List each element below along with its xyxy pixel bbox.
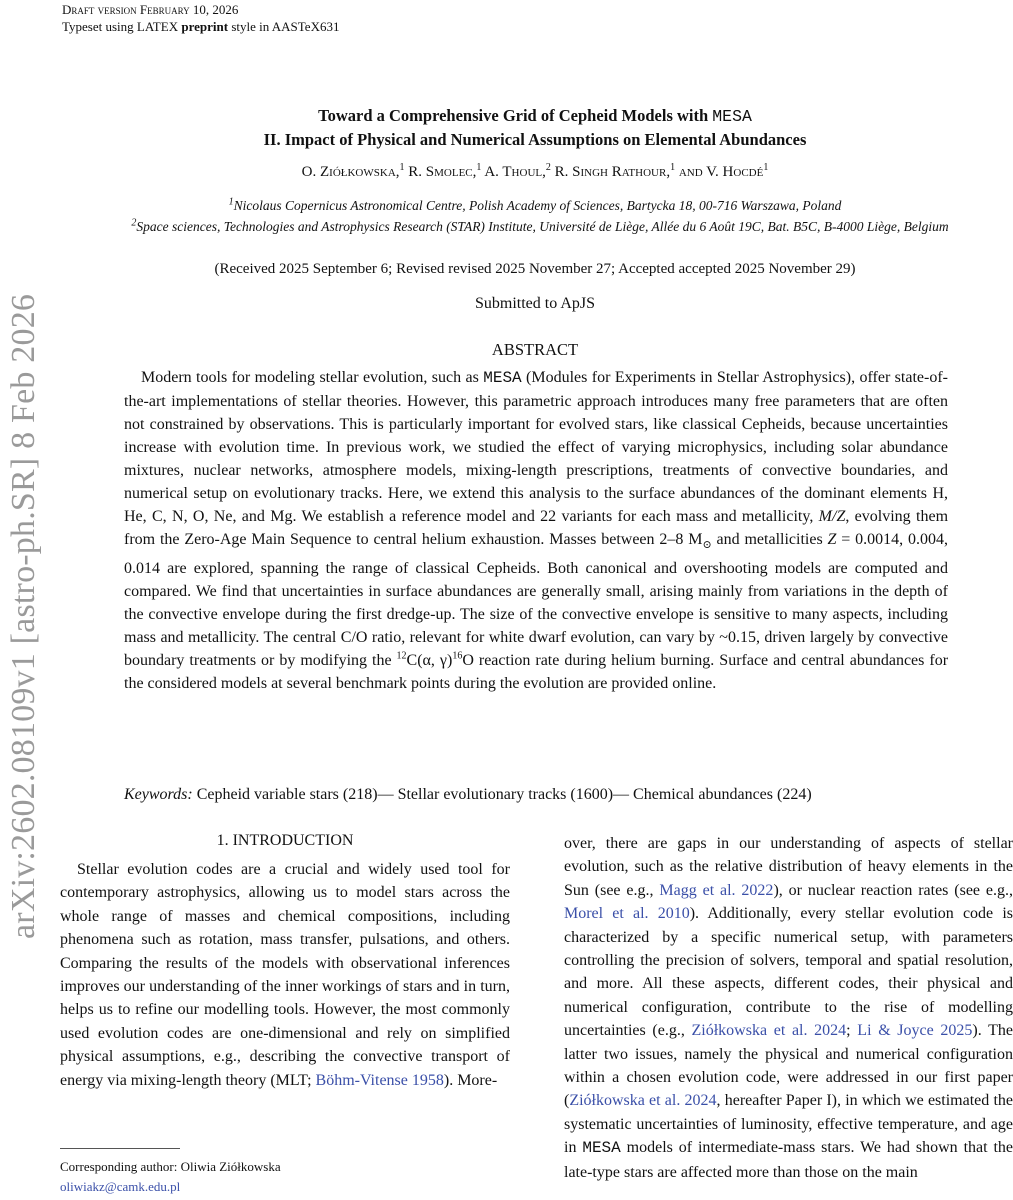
author: O. Ziółkowska,$^1$ xyxy=(301,162,405,180)
keywords xyxy=(124,786,1004,804)
footnote xyxy=(60,1157,281,1197)
intro-right-column: over, there are gaps in our understanding of aspects of stellar evolution, such as the relative distribution of heavy elements in the Sun (see e.g., Magg et al. 2022), or nuclear reaction rates (see e.g., Morel et al. 2010). Additionally, every stellar evolution code is characterized by a specific numerical setup, with parameters controlling the precision of solvers, temporal and spatial resolution, and more. All these aspects, different codes, their physical and numerical configuration, contribute to the rise of modelling uncertainties (e.g., Ziółkowska et al. 2024; Li & Joyce 2025). The latter two issues, namely the physical and numerical configuration within a chosen evolution code, were addressed in our first paper (Ziółkowska et al. 2024, hereafter Paper I), in which we estimated the systematic uncertainties of luminosity, effective temperature, and age in MESA models of intermediate-mass stars. We had shown that the late-type stars are affected more than those on the main xyxy=(564,835,1013,1181)
typeset-line xyxy=(62,19,339,35)
arxiv-identifier: arXiv:2602.08109v1 [astro-ph.SR] 8 Feb 2026 xyxy=(5,293,42,939)
citation-link[interactable]: Ziółkowska et al. 2024 xyxy=(569,1092,717,1110)
title-line-2: II. Impact of Physical and Numerical Assumptions on Elemental Abundances xyxy=(263,130,807,149)
received-dates: (Received 2025 September 6; Revised revised 2025 November 27; Accepted accepted 2025 November 29) xyxy=(214,261,856,277)
submitted-journal: Submitted to ApJS xyxy=(474,295,596,312)
citation-link[interactable]: Morel et al. 2010 xyxy=(564,905,690,923)
abstract-heading: ABSTRACT xyxy=(491,340,579,359)
footnote-divider xyxy=(60,1148,180,1149)
draft-version: Draft version February 10, 2026 xyxy=(62,2,239,17)
intro-left-column: Stellar evolution codes are a crucial and widely used tool for contemporary astrophysics, allowing us to model stars across the whole range of masses and chemical compositions, including phenomena such as rotation, mass transfer, pulsations, and others. Comparing the results of the models with observational inferences improves our understanding of the inner workings of stars and in turn, helps us to refine our modelling tools. However, the most commonly used evolution codes are one-dimensional and rely on simplified physical assumptions, e.g., describing the convective transport of energy via mixing-length theory (MLT; Böhm-Vitense 1958). More- xyxy=(60,861,510,1089)
affiliation-1: $^1$Nicolaus Copernicus Astronomical Centre, Polish Academy of Sciences, Bartycka 18, 00-716 Warszawa, Poland xyxy=(228,196,842,213)
citation-link[interactable]: Li & Joyce 2025 xyxy=(857,1022,973,1040)
corresponding-author: Corresponding author: Oliwia Ziółkowska xyxy=(60,1159,281,1174)
citation-link[interactable]: Magg et al. 2022 xyxy=(659,881,774,899)
author-list xyxy=(60,164,1010,181)
keywords-label: Keywords: xyxy=(124,786,193,803)
email-link[interactable]: oliwiakz@camk.edu.pl xyxy=(60,1179,181,1194)
author: R. Singh Rathour,$^1$ xyxy=(554,162,676,180)
mesa-code: MESA xyxy=(582,1139,621,1158)
latex-logo: LATEX xyxy=(136,19,179,34)
mesa-code: MESA xyxy=(483,369,522,387)
typeset-prefix: Typeset using xyxy=(62,19,137,34)
title-line-1: Toward a Comprehensive Grid of Cepheid Models with MESA xyxy=(318,106,752,126)
author: and V. Hocdé$^1$ xyxy=(678,162,769,180)
paper-title xyxy=(60,104,1010,151)
citation-link[interactable]: Ziółkowska et al. 2024 xyxy=(691,1022,847,1040)
section-heading-introduction: 1. INTRODUCTION xyxy=(216,832,354,849)
affiliation-2: $^2$Space sciences, Technologies and Astrophysics Research (STAR) Institute, Université de Liège, Allée du 6 Août 19C, Bat. B5C, B-4000 Liège, Belgium xyxy=(131,217,949,234)
typeset-suffix: style in AASTeX631 xyxy=(228,19,340,34)
author: R. Smolec,$^1$ xyxy=(408,162,482,180)
abstract-body: Modern tools for modeling stellar evolution, such as MESA (Modules for Experiments in Stellar Astrophysics), offer state-of-the-art implementations of stellar theories. However, this parametric approach introduces many free parameters that are often not constrained by observations. This is particularly important for evolved stars, like classical Cepheids, because uncertainties increase with evolution time. In previous work, we studied the effect of varying microphysics, including solar abundance mixtures, nuclear networks, atmosphere models, mixing-length prescriptions, treatments of convective boundaries, and numerical setup on evolutionary tracks. Here, we extend this analysis to the surface abundances of the dominant elements H, He, C, N, O, Ne, and Mg. We establish a reference model and 22 variants for each mass and metallicity, M/Z, evolving them from the Zero-Age Main Sequence to central helium exhaustion. Masses between 2–8 $M_⊙$ and metallicities Z = 0.0014, 0.004, 0.014 are explored, spanning the range of classical Cepheids. Both canonical and overshooting models are computed and compared. We find that uncertainties in surface abundances are generally small, arising mainly from variations in the depth of the convective envelope during the first dredge-up. The size of the convective envelope is sensitive to many aspects, including mass and metallicity. The central C/O ratio, relevant for white dwarf evolution, can vary by ~0.15, driven largely by convective boundary treatments or by modifying the $^{12}$C(α, γ)$^{16}$O reaction rate during helium burning. Surface and central abundances for the considered models at several benchmark points during the evolution are provided online. xyxy=(124,369,949,693)
mesa-code: MESA xyxy=(712,107,752,126)
typeset-style: preprint xyxy=(181,19,229,34)
citation-link[interactable]: Böhm-Vitense 1958 xyxy=(315,1071,444,1089)
keywords-text: Cepheid variable stars (218)— Stellar evolutionary tracks (1600)— Chemical abundances (224) xyxy=(192,786,812,803)
author: A. Thoul,$^2$ xyxy=(484,162,551,180)
